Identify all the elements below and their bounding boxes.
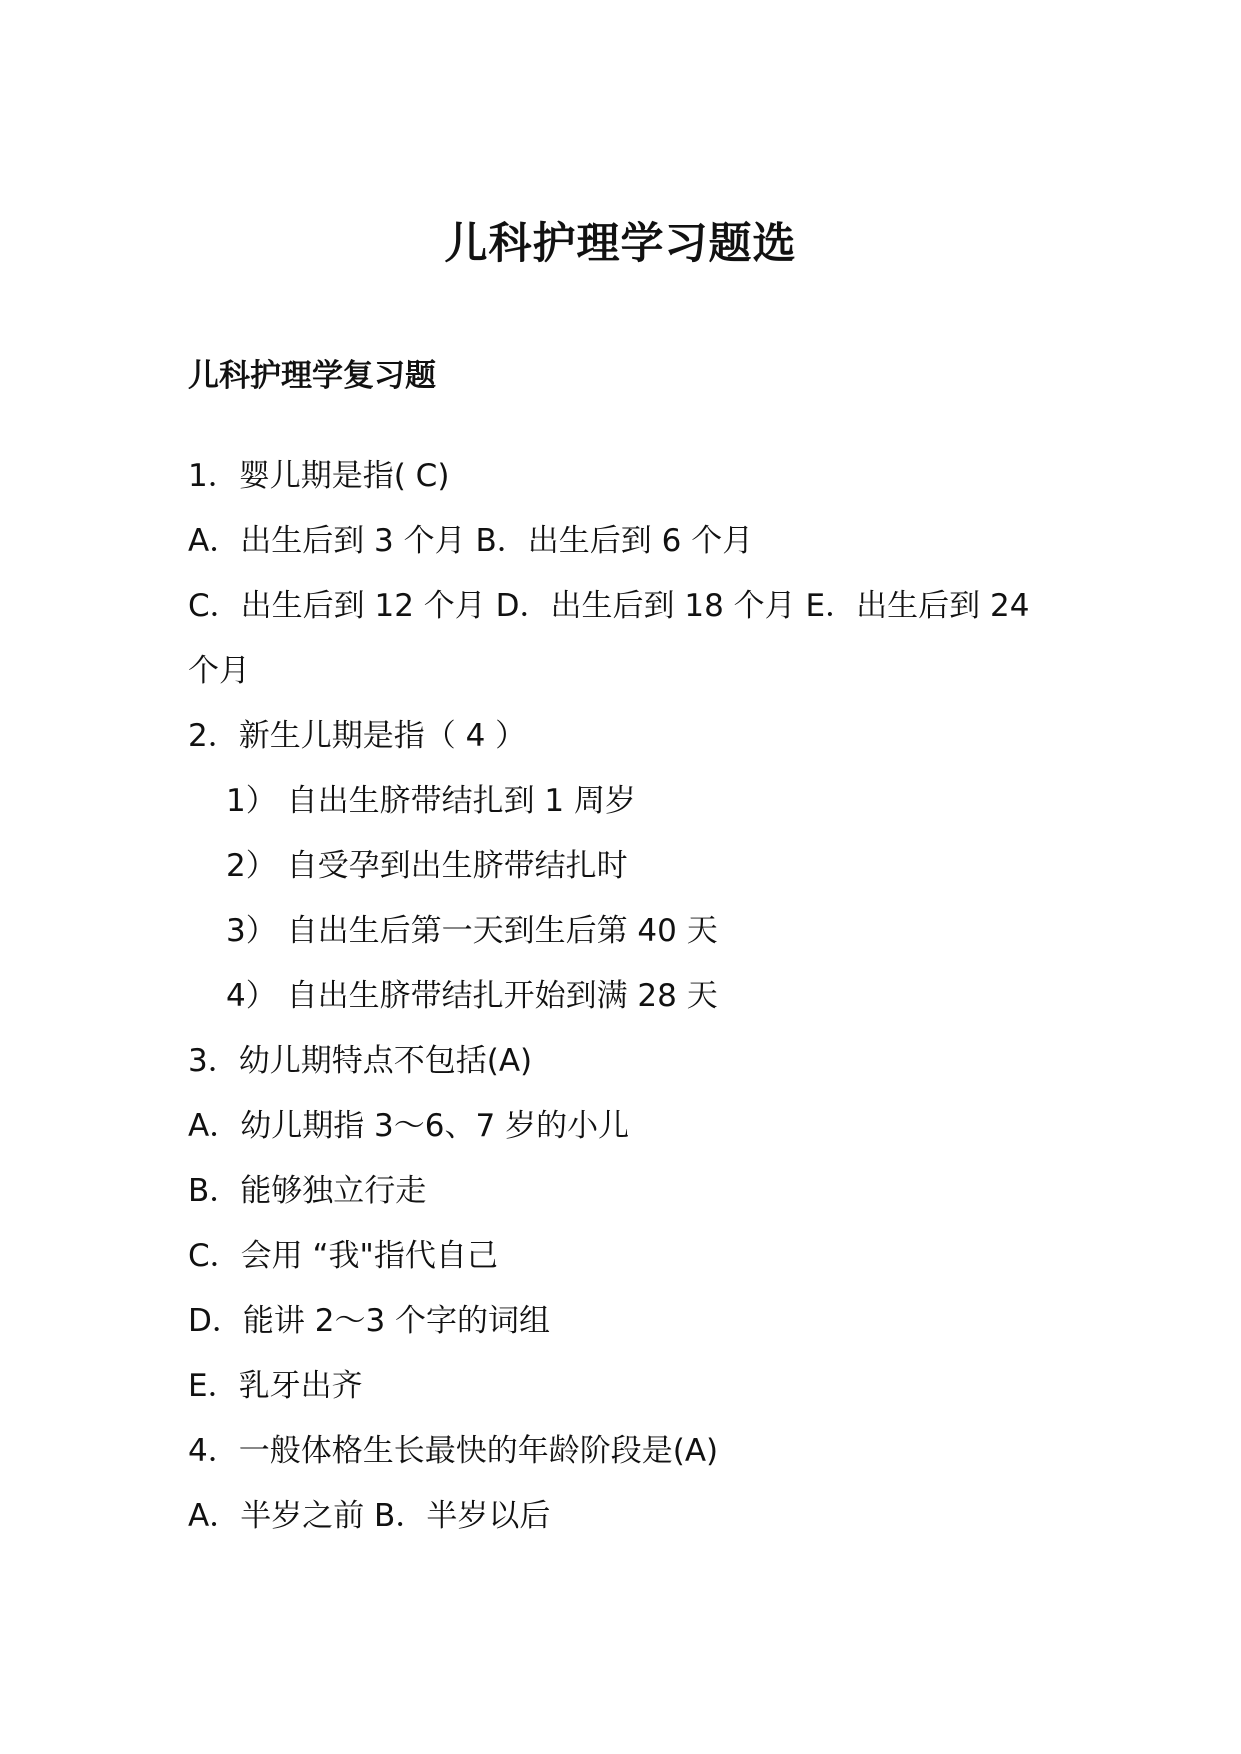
document-title: 儿科护理学习题选 <box>444 219 797 269</box>
document-line: 3） 自出生后第一天到生后第 40 天 <box>226 913 718 949</box>
document-line: 4） 自出生脐带结扎开始到满 28 天 <box>226 978 718 1014</box>
document-line: A．幼儿期指 3～6、7 岁的小儿 <box>188 1108 630 1144</box>
question-list <box>188 448 1068 1553</box>
document-line: 个月 <box>188 653 250 689</box>
document-line: C．会用 “我"指代自己 <box>188 1238 498 1274</box>
document-line: A．半岁之前 B．半岁以后 <box>188 1498 551 1534</box>
document-line: D．能讲 2～3 个字的词组 <box>188 1303 551 1339</box>
document-line: 4．一般体格生长最快的年龄阶段是(A) <box>188 1433 719 1469</box>
document-line: C．出生后到 12 个月 D．出生后到 18 个月 E．出生后到 24 <box>188 588 1030 624</box>
document-line: 2） 自受孕到出生脐带结扎时 <box>226 848 628 884</box>
section-heading: 儿科护理学复习题 <box>188 358 436 394</box>
document-line: A．出生后到 3 个月 B．出生后到 6 个月 <box>188 523 754 559</box>
document-line: E．乳牙出齐 <box>188 1368 363 1404</box>
document-line: 2．新生儿期是指（ 4 ） <box>188 718 527 754</box>
document-line: 1．婴儿期是指( C) <box>188 458 450 494</box>
document-line: 1） 自出生脐带结扎到 1 周岁 <box>226 783 637 819</box>
document-line: 3．幼儿期特点不包括(A) <box>188 1043 533 1079</box>
document-line: B．能够独立行走 <box>188 1173 427 1209</box>
